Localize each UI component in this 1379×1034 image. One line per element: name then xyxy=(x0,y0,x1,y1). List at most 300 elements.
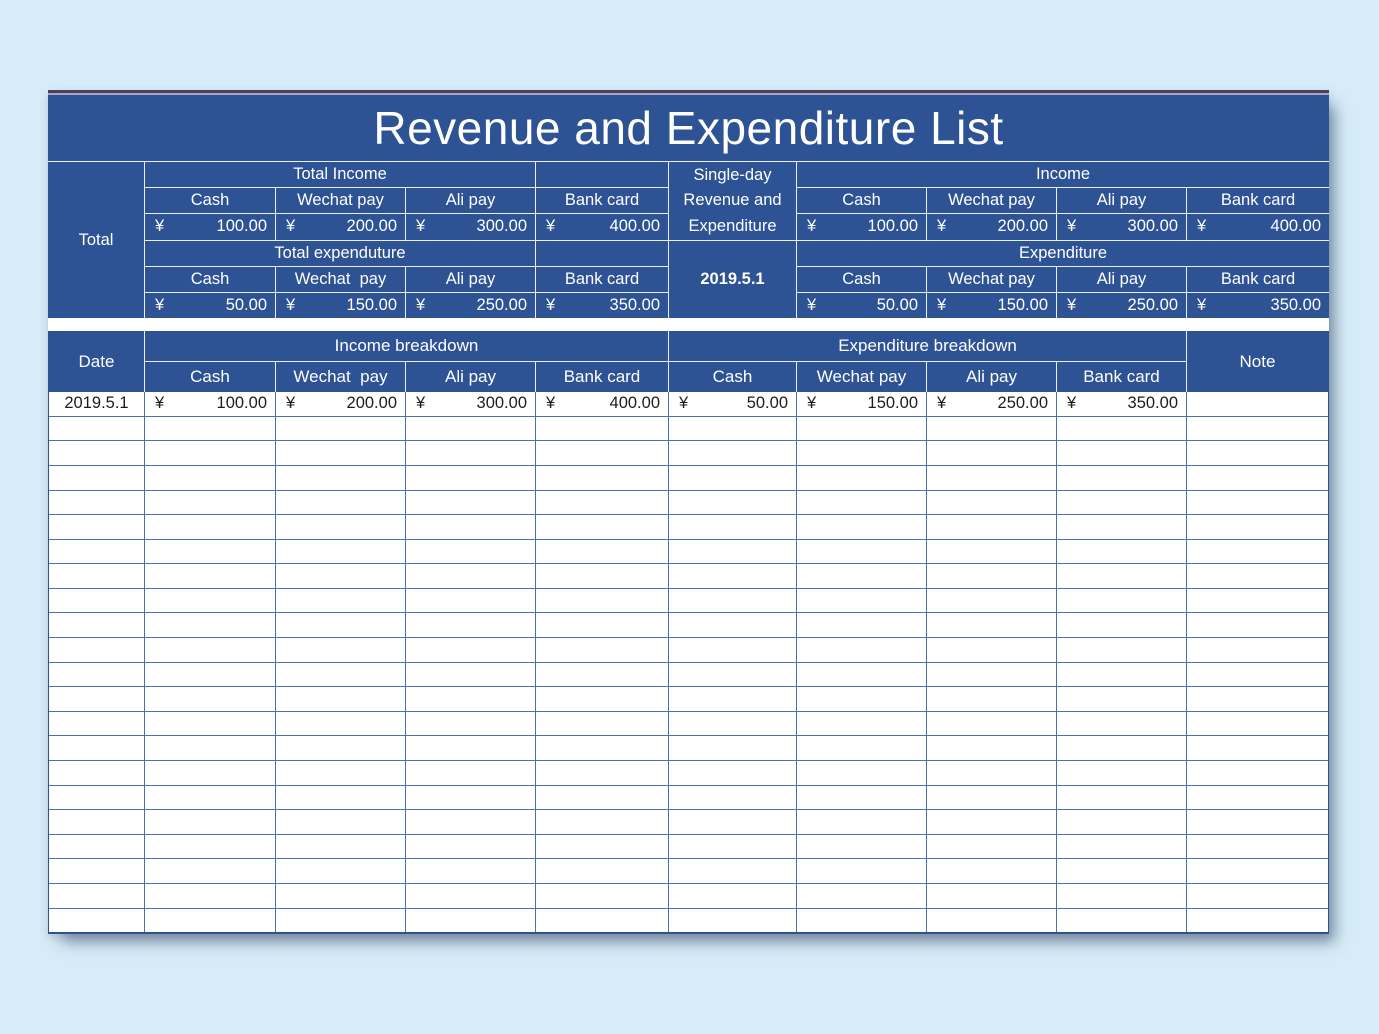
empty-cell[interactable] xyxy=(1187,589,1328,613)
empty-cell[interactable] xyxy=(49,466,144,490)
empty-cell[interactable] xyxy=(276,441,405,465)
empty-cell[interactable] xyxy=(1057,859,1186,883)
expenditure-cash-cell[interactable] xyxy=(669,392,796,416)
empty-cell[interactable] xyxy=(276,613,405,637)
currency-symbol: ¥ xyxy=(937,296,947,315)
spacer-cell xyxy=(536,241,668,266)
empty-cell[interactable] xyxy=(49,613,144,637)
amount-value: 350.00 xyxy=(1127,394,1178,413)
empty-cell[interactable] xyxy=(1187,417,1328,441)
column-header-cell: Ali pay xyxy=(927,362,1056,392)
empty-cell[interactable] xyxy=(49,786,144,810)
empty-cell[interactable] xyxy=(797,687,926,711)
empty-cell[interactable] xyxy=(1187,613,1328,637)
amount-cell xyxy=(1057,293,1186,318)
empty-cell[interactable] xyxy=(1187,564,1328,588)
empty-cell[interactable] xyxy=(406,515,535,539)
empty-cell[interactable] xyxy=(536,491,668,515)
empty-cell[interactable] xyxy=(927,466,1056,490)
empty-cell[interactable] xyxy=(669,687,796,711)
empty-cell[interactable] xyxy=(536,810,668,834)
amount-value: 300.00 xyxy=(476,394,527,413)
empty-cell[interactable] xyxy=(49,687,144,711)
amount-cell xyxy=(145,293,275,318)
currency-symbol: ¥ xyxy=(937,217,947,236)
date-column-header: Date xyxy=(49,331,144,392)
empty-cell[interactable] xyxy=(276,835,405,859)
amount-value: 250.00 xyxy=(997,394,1048,413)
summary-total-label: Total xyxy=(48,162,144,318)
empty-cell[interactable] xyxy=(276,491,405,515)
empty-cell[interactable] xyxy=(927,663,1056,687)
empty-cell[interactable] xyxy=(145,859,275,883)
empty-cell[interactable] xyxy=(797,786,926,810)
amount-value: 100.00 xyxy=(867,217,918,236)
empty-cell[interactable] xyxy=(49,417,144,441)
empty-cell[interactable] xyxy=(1187,810,1328,834)
empty-cell[interactable] xyxy=(1057,515,1186,539)
amount-value: 150.00 xyxy=(997,296,1048,315)
empty-cell[interactable] xyxy=(797,491,926,515)
empty-cell[interactable] xyxy=(1057,884,1186,908)
empty-cell[interactable] xyxy=(669,491,796,515)
divider-strip xyxy=(48,318,1329,331)
empty-cell[interactable] xyxy=(145,761,275,785)
empty-cell[interactable] xyxy=(669,589,796,613)
empty-cell[interactable] xyxy=(536,540,668,564)
amount-value: 300.00 xyxy=(1127,217,1178,236)
empty-cell[interactable] xyxy=(536,761,668,785)
column-header-cell: Wechat pay xyxy=(276,267,405,292)
empty-cell[interactable] xyxy=(406,417,535,441)
empty-cell[interactable] xyxy=(49,835,144,859)
empty-cell[interactable] xyxy=(145,515,275,539)
summary-block xyxy=(48,161,1329,318)
empty-cell[interactable] xyxy=(145,663,275,687)
empty-cell[interactable] xyxy=(536,613,668,637)
column-header-cell: Wechat pay xyxy=(797,362,926,392)
currency-symbol: ¥ xyxy=(807,217,817,236)
empty-cell[interactable] xyxy=(49,884,144,908)
spacer-cell xyxy=(536,162,668,187)
empty-cell[interactable] xyxy=(669,441,796,465)
empty-cell[interactable] xyxy=(145,884,275,908)
column-header-cell: Ali pay xyxy=(406,267,535,292)
column-header-cell: Bank card xyxy=(536,362,668,392)
title-bar xyxy=(48,95,1329,161)
empty-cell[interactable] xyxy=(276,515,405,539)
empty-cell[interactable] xyxy=(669,909,796,933)
empty-cell[interactable] xyxy=(1187,786,1328,810)
empty-cell[interactable] xyxy=(276,417,405,441)
empty-cell[interactable] xyxy=(49,589,144,613)
empty-cell[interactable] xyxy=(276,810,405,834)
empty-cell[interactable] xyxy=(49,515,144,539)
currency-symbol: ¥ xyxy=(286,394,296,413)
amount-cell xyxy=(145,214,275,239)
column-header-cell: Wechat pay xyxy=(927,267,1056,292)
empty-cell[interactable] xyxy=(797,884,926,908)
empty-cell[interactable] xyxy=(669,515,796,539)
empty-cell[interactable] xyxy=(927,859,1056,883)
currency-symbol: ¥ xyxy=(546,296,556,315)
empty-cell[interactable] xyxy=(406,859,535,883)
empty-cell[interactable] xyxy=(927,638,1056,662)
empty-cell[interactable] xyxy=(276,466,405,490)
empty-cell[interactable] xyxy=(276,786,405,810)
amount-cell xyxy=(406,214,535,239)
empty-cell[interactable] xyxy=(1187,663,1328,687)
empty-cell[interactable] xyxy=(406,810,535,834)
empty-cell[interactable] xyxy=(49,761,144,785)
column-header-cell: Wechat pay xyxy=(276,188,405,213)
income-bankcard-cell[interactable] xyxy=(536,392,668,416)
page-title: Revenue and Expenditure List xyxy=(373,102,1004,154)
empty-cell[interactable] xyxy=(927,589,1056,613)
empty-cell[interactable] xyxy=(927,564,1056,588)
column-header-cell: Bank card xyxy=(536,188,668,213)
empty-cell[interactable] xyxy=(49,663,144,687)
empty-cell[interactable] xyxy=(927,441,1056,465)
empty-cell[interactable] xyxy=(1057,613,1186,637)
amount-value: 200.00 xyxy=(346,394,397,413)
empty-cell[interactable] xyxy=(797,515,926,539)
empty-cell[interactable] xyxy=(406,441,535,465)
empty-cell[interactable] xyxy=(1057,564,1186,588)
empty-cell[interactable] xyxy=(669,712,796,736)
empty-cell[interactable] xyxy=(1057,491,1186,515)
column-header-cell: Bank card xyxy=(536,267,668,292)
empty-cell[interactable] xyxy=(669,736,796,760)
amount-value: 400.00 xyxy=(609,394,660,413)
amount-cell xyxy=(797,293,926,318)
expenditure-bankcard-cell[interactable] xyxy=(1057,392,1186,416)
empty-cell[interactable] xyxy=(276,687,405,711)
empty-cell[interactable] xyxy=(145,909,275,933)
empty-cell[interactable] xyxy=(145,736,275,760)
empty-cell[interactable] xyxy=(797,761,926,785)
empty-cell[interactable] xyxy=(1057,589,1186,613)
empty-cell[interactable] xyxy=(536,884,668,908)
empty-cell[interactable] xyxy=(797,589,926,613)
empty-cell[interactable] xyxy=(927,884,1056,908)
empty-cell[interactable] xyxy=(797,564,926,588)
empty-cell[interactable] xyxy=(1057,810,1186,834)
empty-cell[interactable] xyxy=(536,441,668,465)
empty-cell[interactable] xyxy=(797,859,926,883)
empty-cell[interactable] xyxy=(1057,417,1186,441)
column-header-cell: Cash xyxy=(145,362,275,392)
empty-cell[interactable] xyxy=(1187,491,1328,515)
empty-cell[interactable] xyxy=(145,589,275,613)
amount-value: 100.00 xyxy=(216,217,267,236)
empty-cell[interactable] xyxy=(536,687,668,711)
empty-cell[interactable] xyxy=(145,786,275,810)
single-day-line1: Single-day xyxy=(693,165,772,184)
empty-cell[interactable] xyxy=(797,613,926,637)
column-header-cell: Ali pay xyxy=(1057,188,1186,213)
expenditure-header: Expenditure xyxy=(797,241,1329,266)
column-header-cell: Wechat pay xyxy=(927,188,1056,213)
currency-symbol: ¥ xyxy=(1067,394,1077,413)
empty-cell[interactable] xyxy=(276,663,405,687)
income-wechat-cell[interactable] xyxy=(276,392,405,416)
empty-cell[interactable] xyxy=(669,466,796,490)
empty-cell[interactable] xyxy=(536,466,668,490)
empty-cell[interactable] xyxy=(669,786,796,810)
expenditure-alipay-cell[interactable] xyxy=(927,392,1056,416)
column-header-cell: Cash xyxy=(797,267,926,292)
empty-cell[interactable] xyxy=(406,540,535,564)
amount-value: 400.00 xyxy=(609,217,660,236)
empty-cell[interactable] xyxy=(406,613,535,637)
empty-cell[interactable] xyxy=(1057,540,1186,564)
empty-cell[interactable] xyxy=(49,540,144,564)
amount-value: 150.00 xyxy=(346,296,397,315)
empty-cell[interactable] xyxy=(536,786,668,810)
empty-cell[interactable] xyxy=(1187,884,1328,908)
total-income-header: Total Income xyxy=(145,162,535,187)
empty-cell[interactable] xyxy=(1057,761,1186,785)
single-day-date: 2019.5.1 xyxy=(669,241,796,319)
empty-cell[interactable] xyxy=(927,417,1056,441)
empty-cell[interactable] xyxy=(406,835,535,859)
empty-cell[interactable] xyxy=(49,638,144,662)
empty-cell[interactable] xyxy=(406,638,535,662)
empty-cell[interactable] xyxy=(1187,835,1328,859)
expenditure-wechat-cell[interactable] xyxy=(797,392,926,416)
empty-cell[interactable] xyxy=(406,466,535,490)
empty-cell[interactable] xyxy=(669,835,796,859)
empty-cell[interactable] xyxy=(406,761,535,785)
spreadsheet xyxy=(48,90,1329,934)
empty-cell[interactable] xyxy=(927,491,1056,515)
single-day-line3: Expenditure xyxy=(688,216,777,235)
empty-cell[interactable] xyxy=(1057,909,1186,933)
empty-cell[interactable] xyxy=(669,761,796,785)
empty-cell[interactable] xyxy=(536,663,668,687)
amount-value: 200.00 xyxy=(997,217,1048,236)
expenditure-breakdown-header: Expenditure breakdown xyxy=(669,331,1186,361)
empty-cell[interactable] xyxy=(927,810,1056,834)
empty-cell[interactable] xyxy=(669,884,796,908)
amount-value: 250.00 xyxy=(476,296,527,315)
empty-cell[interactable] xyxy=(1187,466,1328,490)
empty-cell[interactable] xyxy=(669,859,796,883)
empty-cell[interactable] xyxy=(145,466,275,490)
empty-cell[interactable] xyxy=(536,859,668,883)
empty-cell[interactable] xyxy=(1187,540,1328,564)
empty-cell[interactable] xyxy=(49,909,144,933)
empty-cell[interactable] xyxy=(276,712,405,736)
empty-cell[interactable] xyxy=(797,466,926,490)
empty-cell[interactable] xyxy=(669,663,796,687)
empty-cell[interactable] xyxy=(536,417,668,441)
empty-cell[interactable] xyxy=(797,540,926,564)
empty-cell[interactable] xyxy=(797,835,926,859)
amount-cell xyxy=(276,214,405,239)
currency-symbol: ¥ xyxy=(416,217,426,236)
empty-cell[interactable] xyxy=(1057,712,1186,736)
empty-cell[interactable] xyxy=(406,687,535,711)
empty-cell[interactable] xyxy=(145,540,275,564)
empty-cell[interactable] xyxy=(406,884,535,908)
empty-cell[interactable] xyxy=(1187,859,1328,883)
empty-cell[interactable] xyxy=(276,638,405,662)
amount-cell xyxy=(1057,214,1186,239)
empty-cell[interactable] xyxy=(406,663,535,687)
empty-cell[interactable] xyxy=(927,786,1056,810)
amount-value: 200.00 xyxy=(346,217,397,236)
empty-cell[interactable] xyxy=(797,663,926,687)
note-column-header: Note xyxy=(1187,331,1328,392)
empty-cell[interactable] xyxy=(669,613,796,637)
empty-cell[interactable] xyxy=(927,909,1056,933)
empty-cell[interactable] xyxy=(49,859,144,883)
column-header-cell: Ali pay xyxy=(406,188,535,213)
empty-cell[interactable] xyxy=(406,786,535,810)
empty-cell[interactable] xyxy=(49,810,144,834)
empty-cell[interactable] xyxy=(276,761,405,785)
empty-cell[interactable] xyxy=(536,515,668,539)
empty-cell[interactable] xyxy=(1057,638,1186,662)
column-header-cell: Cash xyxy=(145,188,275,213)
empty-cell[interactable] xyxy=(49,491,144,515)
amount-cell xyxy=(406,293,535,318)
empty-cell[interactable] xyxy=(1187,712,1328,736)
empty-cell[interactable] xyxy=(49,736,144,760)
single-day-line2: Revenue and xyxy=(683,191,782,210)
empty-cell[interactable] xyxy=(276,564,405,588)
empty-cell[interactable] xyxy=(669,564,796,588)
empty-cell[interactable] xyxy=(1057,786,1186,810)
empty-cell[interactable] xyxy=(49,712,144,736)
income-cash-cell[interactable] xyxy=(145,392,275,416)
empty-cell[interactable] xyxy=(145,441,275,465)
empty-cell[interactable] xyxy=(1187,441,1328,465)
empty-cell[interactable] xyxy=(145,712,275,736)
empty-cell[interactable] xyxy=(406,736,535,760)
empty-cell[interactable] xyxy=(49,564,144,588)
empty-cell[interactable] xyxy=(276,589,405,613)
empty-cell[interactable] xyxy=(145,835,275,859)
empty-cell[interactable] xyxy=(927,835,1056,859)
currency-symbol: ¥ xyxy=(1197,217,1207,236)
empty-cell[interactable] xyxy=(145,687,275,711)
single-day-label xyxy=(669,162,796,240)
column-header-cell: Ali pay xyxy=(1057,267,1186,292)
column-header-cell: Bank card xyxy=(1187,188,1329,213)
empty-cell[interactable] xyxy=(276,909,405,933)
empty-cell[interactable] xyxy=(927,540,1056,564)
column-header-cell: Bank card xyxy=(1187,267,1329,292)
empty-cell[interactable] xyxy=(145,810,275,834)
note-cell[interactable] xyxy=(1187,392,1328,416)
empty-cell[interactable] xyxy=(927,736,1056,760)
empty-cell[interactable] xyxy=(669,540,796,564)
empty-cell[interactable] xyxy=(406,712,535,736)
currency-symbol: ¥ xyxy=(1197,296,1207,315)
date-cell[interactable]: 2019.5.1 xyxy=(49,392,144,416)
empty-cell[interactable] xyxy=(927,761,1056,785)
empty-cell[interactable] xyxy=(669,810,796,834)
empty-cell[interactable] xyxy=(145,491,275,515)
empty-cell[interactable] xyxy=(797,736,926,760)
empty-cell[interactable] xyxy=(669,417,796,441)
empty-cell[interactable] xyxy=(406,564,535,588)
column-header-cell: Bank card xyxy=(1057,362,1186,392)
empty-cell[interactable] xyxy=(145,417,275,441)
empty-cell[interactable] xyxy=(536,835,668,859)
currency-symbol: ¥ xyxy=(1067,217,1077,236)
empty-cell[interactable] xyxy=(145,613,275,637)
empty-cell[interactable] xyxy=(536,564,668,588)
empty-cell[interactable] xyxy=(536,638,668,662)
empty-cell[interactable] xyxy=(536,909,668,933)
empty-cell[interactable] xyxy=(145,564,275,588)
column-header-cell: Ali pay xyxy=(406,362,535,392)
empty-cell[interactable] xyxy=(797,441,926,465)
income-breakdown-header: Income breakdown xyxy=(145,331,668,361)
amount-value: 250.00 xyxy=(1127,296,1178,315)
currency-symbol: ¥ xyxy=(546,217,556,236)
amount-value: 50.00 xyxy=(746,394,788,413)
empty-cell[interactable] xyxy=(1057,687,1186,711)
currency-symbol: ¥ xyxy=(286,296,296,315)
empty-cell[interactable] xyxy=(797,417,926,441)
empty-cell[interactable] xyxy=(797,712,926,736)
empty-cell[interactable] xyxy=(797,909,926,933)
empty-cell[interactable] xyxy=(276,859,405,883)
empty-cell[interactable] xyxy=(669,638,796,662)
empty-cell[interactable] xyxy=(797,810,926,834)
empty-cell[interactable] xyxy=(276,540,405,564)
empty-cell[interactable] xyxy=(1187,909,1328,933)
empty-cell[interactable] xyxy=(1187,515,1328,539)
empty-cell[interactable] xyxy=(1057,736,1186,760)
empty-cell[interactable] xyxy=(927,515,1056,539)
empty-cell[interactable] xyxy=(1187,761,1328,785)
main-table-header xyxy=(49,331,1328,392)
empty-cell[interactable] xyxy=(1057,663,1186,687)
empty-cell[interactable] xyxy=(406,491,535,515)
empty-cell[interactable] xyxy=(276,736,405,760)
empty-cell[interactable] xyxy=(406,589,535,613)
empty-cell[interactable] xyxy=(1187,736,1328,760)
empty-cell[interactable] xyxy=(406,909,535,933)
currency-symbol: ¥ xyxy=(546,394,556,413)
empty-cell[interactable] xyxy=(276,884,405,908)
currency-symbol: ¥ xyxy=(155,296,165,315)
empty-cell[interactable] xyxy=(927,613,1056,637)
currency-symbol: ¥ xyxy=(937,394,947,413)
empty-cell[interactable] xyxy=(797,638,926,662)
empty-cell[interactable] xyxy=(49,441,144,465)
empty-cell[interactable] xyxy=(1187,638,1328,662)
empty-cell[interactable] xyxy=(1057,441,1186,465)
amount-value: 350.00 xyxy=(609,296,660,315)
empty-cell[interactable] xyxy=(1057,835,1186,859)
empty-cell[interactable] xyxy=(1057,466,1186,490)
empty-cell[interactable] xyxy=(927,687,1056,711)
empty-cell[interactable] xyxy=(1187,687,1328,711)
empty-cell[interactable] xyxy=(145,638,275,662)
empty-cell[interactable] xyxy=(536,589,668,613)
empty-cell[interactable] xyxy=(536,712,668,736)
empty-cell[interactable] xyxy=(927,712,1056,736)
income-alipay-cell[interactable] xyxy=(406,392,535,416)
empty-cell[interactable] xyxy=(536,736,668,760)
